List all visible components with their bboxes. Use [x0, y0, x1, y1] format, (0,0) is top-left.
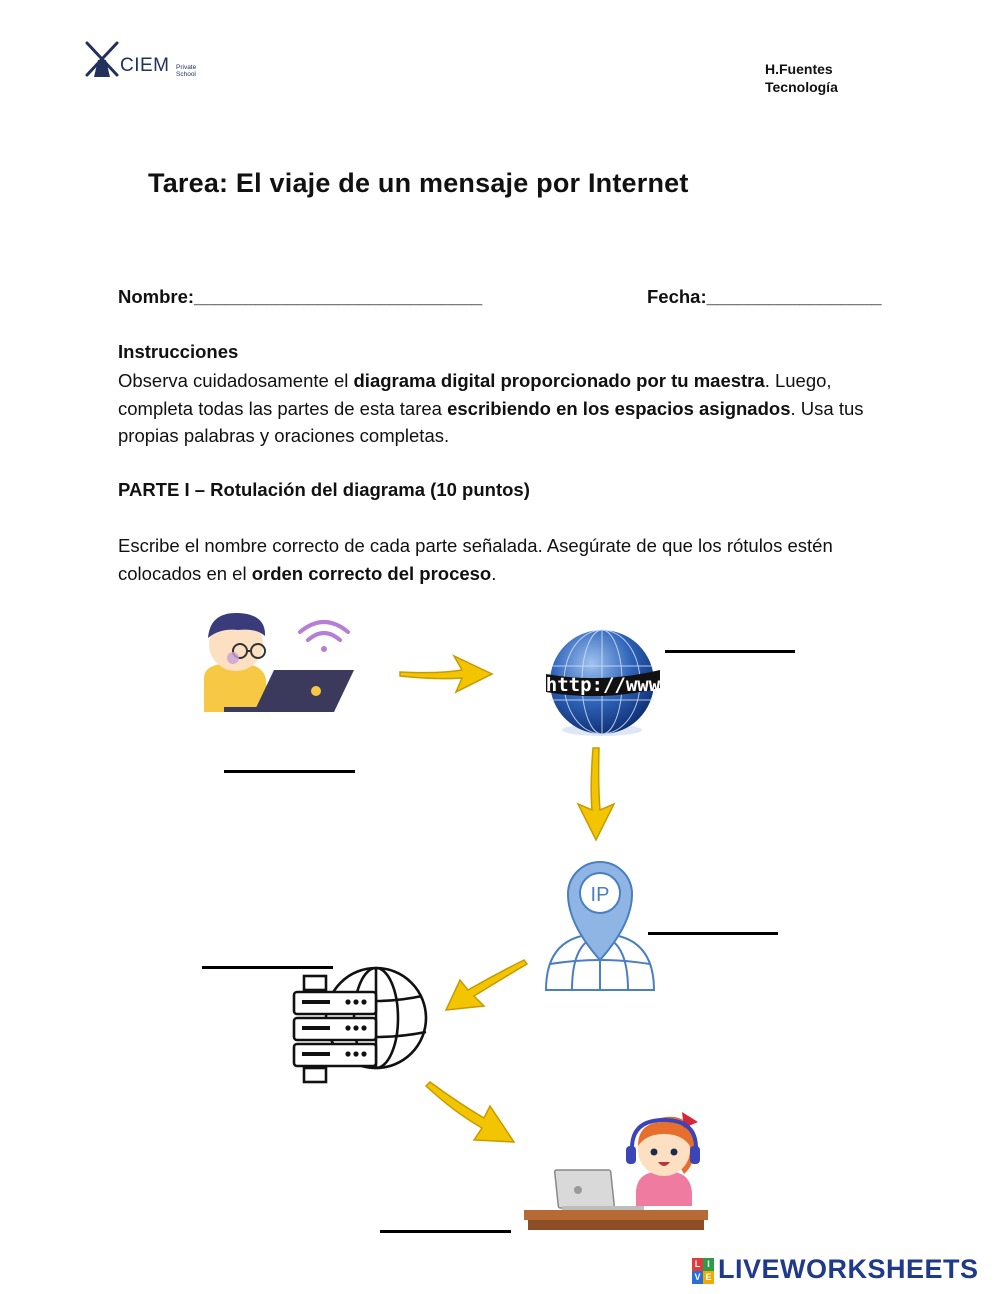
- part1-text: [118, 532, 888, 587]
- answer-line-sender[interactable]: [224, 770, 355, 773]
- part1-bold-1: orden correcto del proceso: [251, 562, 492, 584]
- school-logo: [84, 40, 204, 80]
- fecha-field[interactable]: Fecha:_________________: [647, 286, 882, 307]
- page-title: Tarea: El viaje de un mensaje por Internet: [148, 168, 689, 198]
- ip-location-illustration: [542, 860, 658, 994]
- lw-badge-v: V: [692, 1271, 703, 1284]
- instr-part-3: . Usa tus propias palabras y oraciones completas.: [118, 397, 864, 446]
- answer-line-globe[interactable]: [665, 650, 795, 653]
- logo-sub-2: School: [176, 71, 196, 78]
- part1-heading: PARTE I – Rotulación del diagrama (10 puntos): [118, 479, 530, 500]
- arrow-down-icon: [574, 746, 618, 842]
- answer-line-ip[interactable]: [648, 932, 778, 935]
- logo-brand: CIEM: [120, 55, 170, 76]
- arrow-down-left-icon: [444, 958, 528, 1014]
- lw-badge-i: I: [703, 1258, 714, 1271]
- answer-line-receiver[interactable]: [380, 1230, 511, 1233]
- lw-badge-l: L: [692, 1258, 703, 1271]
- part1-text-2: .: [491, 562, 497, 584]
- globe-www-illustration: [540, 622, 662, 740]
- subject-name: Tecnología: [765, 79, 838, 95]
- server-globe-illustration: [290, 962, 432, 1092]
- windmill-icon: [84, 40, 120, 80]
- ip-text: IP: [590, 884, 610, 906]
- arrow-right-icon: [398, 652, 494, 694]
- instr-part-2: . Luego, completa todas las partes de esta tarea: [118, 370, 832, 419]
- logo-sub-1: Private: [176, 64, 197, 71]
- lw-badge-e: E: [703, 1271, 714, 1284]
- liveworksheets-logo: [692, 1256, 992, 1286]
- wifi-icon: [300, 622, 348, 652]
- globe-text: http://www: [545, 674, 661, 696]
- boy-laptop-illustration: [198, 608, 358, 716]
- author-name: H.Fuentes: [765, 61, 833, 77]
- girl-laptop-illustration: [522, 1108, 712, 1232]
- instructions-text: [118, 367, 888, 450]
- author-block: [765, 60, 838, 96]
- instr-bold-2: escribiendo en los espacios asignados: [447, 397, 791, 419]
- instr-part-1: Observa cuidadosamente el: [118, 370, 354, 391]
- lw-brand: LIVEWORKSHEETS: [718, 1254, 979, 1284]
- lw-badge: [692, 1258, 714, 1284]
- answer-line-server[interactable]: [202, 966, 333, 969]
- part1-text-1: Escribe el nombre correcto de cada parte señalada. Asegúrate de que los rótulos estén colocados en el: [118, 535, 833, 584]
- arrow-down-right-icon: [424, 1080, 516, 1146]
- nombre-field[interactable]: Nombre:____________________________: [118, 286, 483, 307]
- instr-bold-1: diagrama digital proporcionado por tu maestra: [353, 370, 765, 391]
- instructions-heading: Instrucciones: [118, 341, 239, 362]
